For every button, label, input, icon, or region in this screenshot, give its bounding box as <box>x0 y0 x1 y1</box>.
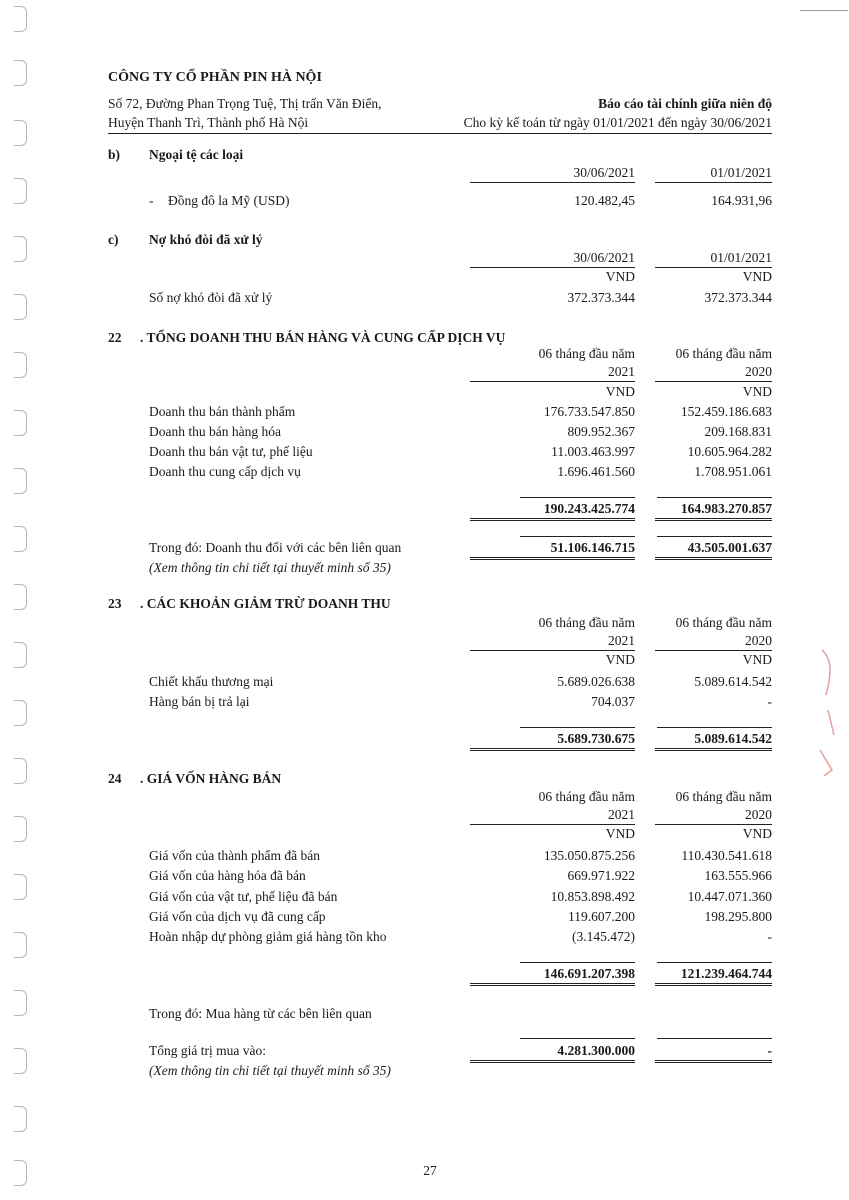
table-row-label: Doanh thu bán hàng hóa <box>149 424 281 439</box>
note-24-purchase-total-label: Tổng giá trị mua vào: <box>149 1043 266 1058</box>
table-row-value-2: 1.708.951.061 <box>694 464 772 479</box>
table-row-label: Giá vốn của dịch vụ đã cung cấp <box>149 909 326 924</box>
note-22-related-rule-1 <box>520 536 635 537</box>
section-c-label: c) <box>108 232 119 247</box>
note-23-col2-header-line1: 06 tháng đầu năm <box>675 615 772 630</box>
section-b-title: Ngoại tệ các loại <box>149 147 244 162</box>
table-row-value-1: 135.050.875.256 <box>543 848 635 863</box>
note-22-related-rule-2 <box>657 536 772 537</box>
section-b-label: b) <box>108 147 121 162</box>
table-row-label: Hoàn nhập dự phòng giảm giá hàng tồn kho <box>149 929 387 944</box>
note-24-total-1: 146.691.207.398 <box>470 966 635 986</box>
note-22-related-value-2: 43.505.001.637 <box>655 540 772 560</box>
section-c-row-value-2: 372.373.344 <box>704 290 772 305</box>
table-row-value-1: 11.003.463.997 <box>551 444 635 459</box>
table-row-value-2: 198.295.800 <box>704 909 772 924</box>
section-b-row-label: Đồng đô la Mỹ (USD) <box>168 193 290 208</box>
note-23-unit-2: VND <box>742 652 772 667</box>
section-b-col2-header: 01/01/2021 <box>655 165 772 183</box>
table-row-value-1: 704.037 <box>591 694 635 709</box>
table-row-value-2: 5.089.614.542 <box>694 674 772 689</box>
note-22-unit-2: VND <box>742 384 772 399</box>
note-22-total-2: 164.983.270.857 <box>655 501 772 521</box>
table-row-value-1: 119.607.200 <box>568 909 635 924</box>
table-row-value-2: 209.168.831 <box>704 424 772 439</box>
section-b-row-value-2: 164.931,96 <box>711 193 772 208</box>
stamp-mark <box>812 640 844 780</box>
table-row-label: Chiết khấu thương mại <box>149 674 274 689</box>
note-22-reference: (Xem thông tin chi tiết tại thuyết minh số 35) <box>149 560 391 575</box>
note-24-number: 24 <box>108 771 122 786</box>
top-right-scan-line <box>800 10 848 11</box>
note-22-col2-header-line1: 06 tháng đầu năm <box>675 346 772 361</box>
note-24-purchase-value-1: 4.281.300.000 <box>470 1043 635 1063</box>
note-22-related-value-1: 51.106.146.715 <box>470 540 635 560</box>
table-row-value-1: 809.952.367 <box>567 424 635 439</box>
note-24-title: . GIÁ VỐN HÀNG BÁN <box>140 771 282 786</box>
section-c-col1-header: 30/06/2021 <box>470 250 635 268</box>
table-row-value-2: 163.555.966 <box>704 868 772 883</box>
note-24-total-rule-1 <box>520 962 635 963</box>
section-b-row-dash: - <box>149 193 154 208</box>
section-b-col1-header: 30/06/2021 <box>470 165 635 183</box>
note-23-total-rule-2 <box>657 727 772 728</box>
table-row-label: Giá vốn của vật tư, phế liệu đã bán <box>149 889 338 904</box>
table-row-label: Hàng bán bị trả lại <box>149 694 250 709</box>
note-22-col1-header-line2: 2021 <box>470 364 635 382</box>
note-24-total-2: 121.239.464.744 <box>655 966 772 986</box>
report-title: Báo cáo tài chính giữa niên độ <box>598 96 772 111</box>
section-c-unit-1: VND <box>605 269 635 284</box>
table-row-value-2: 110.430.541.618 <box>681 848 772 863</box>
note-24-reference: (Xem thông tin chi tiết tại thuyết minh số 35) <box>149 1063 391 1078</box>
note-24-total-rule-2 <box>657 962 772 963</box>
note-23-col2-header-line2: 2020 <box>655 633 772 651</box>
section-c-unit-2: VND <box>742 269 772 284</box>
note-24-unit-2: VND <box>742 826 772 841</box>
note-24-col1-header-line2: 2021 <box>470 807 635 825</box>
table-row-value-1: 669.971.922 <box>567 868 635 883</box>
table-row-label: Doanh thu cung cấp dịch vụ <box>149 464 301 479</box>
table-row-label: Doanh thu bán vật tư, phế liệu <box>149 444 313 459</box>
note-23-title: . CÁC KHOẢN GIẢM TRỪ DOANH THU <box>140 596 391 611</box>
note-22-total-rule-1 <box>520 497 635 498</box>
note-24-col2-header-line2: 2020 <box>655 807 772 825</box>
note-24-purchase-rule-1 <box>520 1038 635 1039</box>
note-24-unit-1: VND <box>605 826 635 841</box>
note-23-total-2: 5.089.614.542 <box>655 731 772 751</box>
company-name: CÔNG TY CỔ PHẦN PIN HÀ NỘI <box>108 70 322 85</box>
report-period: Cho kỳ kế toán từ ngày 01/01/2021 đến ngày 30/06/2021 <box>463 115 772 130</box>
table-row-value-2: 10.605.964.282 <box>687 444 772 459</box>
note-23-number: 23 <box>108 596 122 611</box>
table-row-value-2: - <box>767 694 772 709</box>
table-row-value-1: 5.689.026.638 <box>557 674 635 689</box>
note-22-title: . TỔNG DOANH THU BÁN HÀNG VÀ CUNG CẤP DỊCH VỤ <box>140 330 506 345</box>
page-number: 27 <box>423 1163 437 1178</box>
note-22-total-rule-2 <box>657 497 772 498</box>
note-24-col2-header-line1: 06 tháng đầu năm <box>675 789 772 804</box>
table-row-label: Giá vốn của hàng hóa đã bán <box>149 868 306 883</box>
note-22-related-label: Trong đó: Doanh thu đối với các bên liên quan <box>149 540 402 555</box>
note-23-unit-1: VND <box>605 652 635 667</box>
table-row-value-2: 152.459.186.683 <box>680 404 772 419</box>
table-row-value-1: 10.853.898.492 <box>550 889 635 904</box>
header-rule <box>108 133 772 134</box>
note-24-purchase-value-2: - <box>655 1043 772 1063</box>
table-row-value-2: - <box>767 929 772 944</box>
note-22-total-1: 190.243.425.774 <box>470 501 635 521</box>
note-24-purchase-rule-2 <box>657 1038 772 1039</box>
note-24-purchase-label: Trong đó: Mua hàng từ các bên liên quan <box>149 1006 372 1021</box>
note-24-col1-header-line1: 06 tháng đầu năm <box>538 789 635 804</box>
note-23-total-1: 5.689.730.675 <box>470 731 635 751</box>
note-23-total-rule-1 <box>520 727 635 728</box>
note-22-col2-header-line2: 2020 <box>655 364 772 382</box>
section-c-row-label: Số nợ khó đòi đã xử lý <box>149 290 273 305</box>
table-row-value-1: 176.733.547.850 <box>543 404 635 419</box>
table-row-value-1: (3.145.472) <box>572 929 635 944</box>
section-c-col2-header: 01/01/2021 <box>655 250 772 268</box>
table-row-label: Doanh thu bán thành phẩm <box>149 404 296 419</box>
note-22-number: 22 <box>108 330 122 345</box>
company-address-line2: Huyện Thanh Trì, Thành phố Hà Nội <box>108 115 309 130</box>
table-row-label: Giá vốn của thành phẩm đã bán <box>149 848 320 863</box>
section-c-row-value-1: 372.373.344 <box>567 290 635 305</box>
note-23-col1-header-line1: 06 tháng đầu năm <box>538 615 635 630</box>
section-c-title: Nợ khó đòi đã xử lý <box>149 232 263 247</box>
table-row-value-2: 10.447.071.360 <box>687 889 772 904</box>
company-address-line1: Số 72, Đường Phan Trọng Tuệ, Thị trấn Văn Điển, <box>108 96 382 111</box>
note-22-unit-1: VND <box>605 384 635 399</box>
table-row-value-1: 1.696.461.560 <box>557 464 635 479</box>
section-b-row-value-1: 120.482,45 <box>574 193 635 208</box>
note-23-col1-header-line2: 2021 <box>470 633 635 651</box>
note-22-col1-header-line1: 06 tháng đầu năm <box>538 346 635 361</box>
